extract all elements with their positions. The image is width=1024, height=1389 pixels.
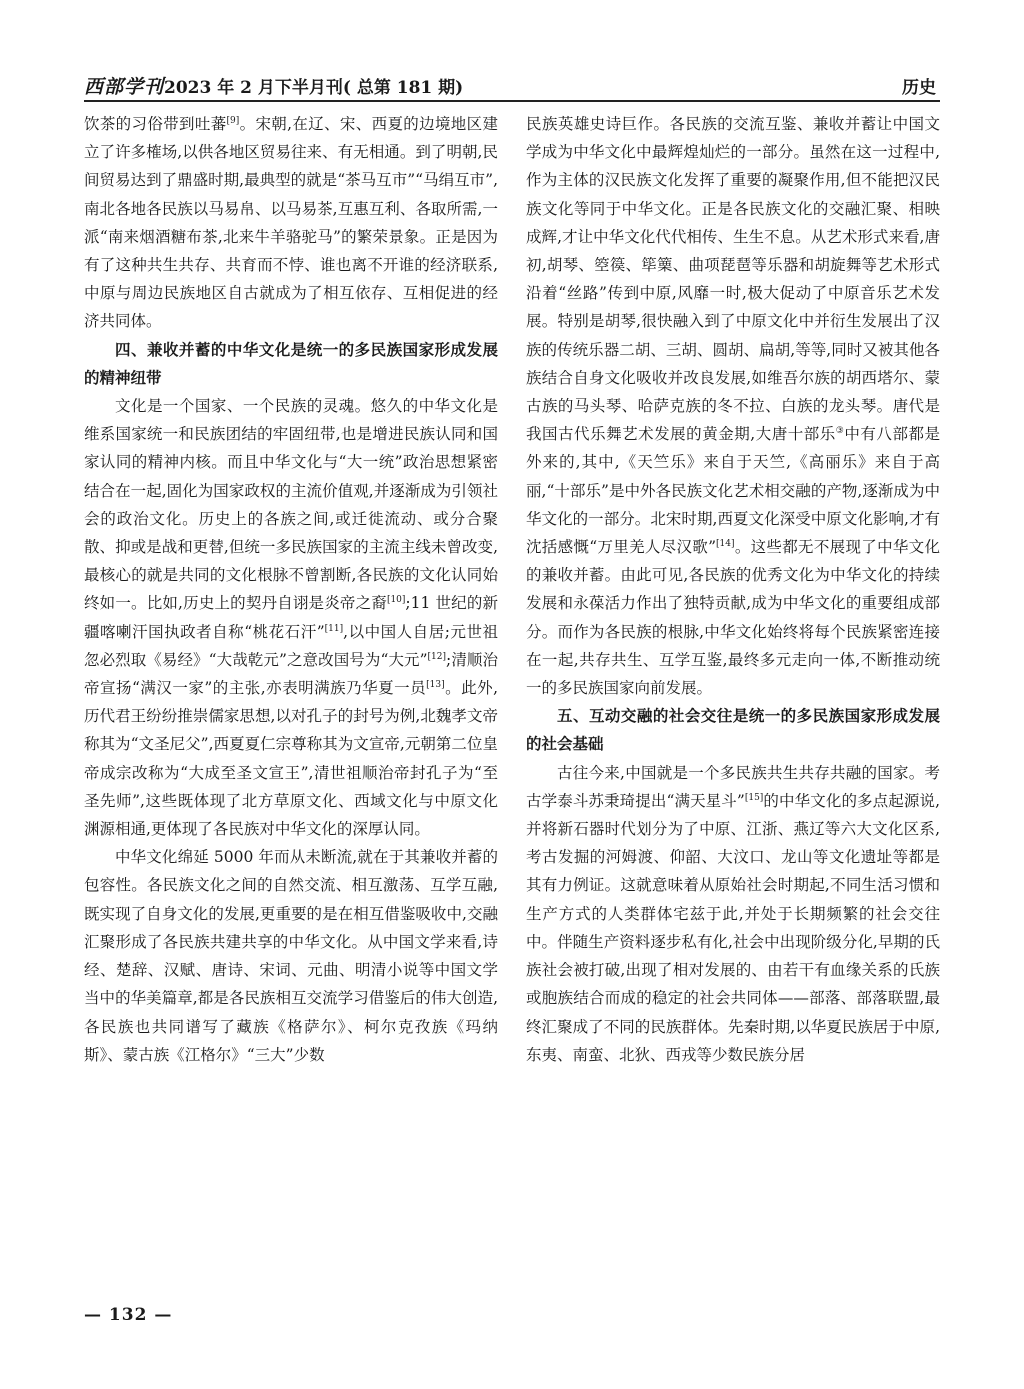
paragraph: 古往今来,中国就是一个多民族共生共存共融的国家。考古学泰斗苏秉琦提出“满天星斗”[15]的中华文化的多点起源说,并将新石器时代划分为了中原、江浙、燕辽等六大文化区系,考古发掘的河姆渡、仰韶、大汶口、龙山等文化遗址等都是其有力例证。这就意味着从原始社会时期起,不同生活习惯和生产方式的人类群体宅兹于此,并处于长期频繁的社会交往中。伴随生产资料逐步私有化,社会中出现阶级分化,早期的氏族社会被打破,出现了相对发展的、由若干有血缘关系的氏族或胞族结合而成的稳定的社会共同体——部落、部落联盟,最终汇聚成了不同的民族群体。先秦时期,以华夏民族居于中原,东夷、南蛮、北狄、西戎等少数民族分居 bbox=[526, 763, 940, 1064]
paragraph: 民族英雄史诗巨作。各民族的交流互鉴、兼收并蓄让中国文学成为中华文化中最辉煌灿烂的一部分。虽然在这一过程中,作为主体的汉民族文化发挥了重要的凝聚作用,但不能把汉民族文化等同于中华文化。正是各民族文化的交融汇聚、相映成辉,才让中华文化代代相传、生生不息。从艺术形式来看,唐初,胡琴、箜篌、筚篥、曲项琵琶等乐器和胡旋舞等艺术形式沿着“丝路”传到中原,风靡一时,极大促动了中原音乐艺术发展。特别是胡琴,很快融入到了中原文化中并衍生发展出了汉族的传统乐器二胡、三胡、圆胡、扁胡,等等,同时又被其他各族结合自身文化吸收并改良发展,如维吾尔族的胡西塔尔、蒙古族的马头琴、哈萨克族的冬不拉、白族的龙头琴。唐代是我国古代乐舞艺术发展的黄金期,大唐十部乐③中有八部都是外来的,其中,《天竺乐》来自于天竺,《高丽乐》来自于高丽,“十部乐”是中外各民族文化艺术相交融的产物,逐渐成为中华文化的一部分。北宋时期,西夏文化深受中原文化影响,才有沈括感慨“万里羌人尽汉歌”[14]。这些都无不展现了中华文化的兼收并蓄。由此可见,各民族的优秀文化为中华文化的持续发展和永葆活力作出了独特贡献,成为中华文化的重要组成部分。而作为各民族的根脉,中华文化始终将每个民族紧密连接在一起,共存共生、互学互鉴,最终多元走向一体,不断推动统一的多民族国家向前发展。 bbox=[526, 115, 940, 698]
section-name: 历史 bbox=[902, 78, 936, 98]
paragraph: 中华文化绵延 5000 年而从未断流,就在于其兼收并蓄的包容性。各民族文化之间的自然交流、相互激荡、互学互融,既实现了自身文化的发展,更重要的是在相互借鉴吸收中,交融汇聚形成了各民族共建共享的中华文化。从中国文学来看,诗经、楚辞、汉赋、唐诗、宋词、元曲、明清小说等中国文学当中的华美篇章,都是各民族相互交流学习借鉴后的伟大创造,各民族也共同谱写了藏族《格萨尔》、柯尔克孜族《玛纳斯》、蒙古族《江格尔》“三大”少数 bbox=[84, 848, 498, 1064]
running-header bbox=[84, 70, 940, 100]
reference-mark[interactable]: [13] bbox=[426, 679, 445, 690]
page-number: — 132 — bbox=[84, 1305, 173, 1325]
issue-info: 2023 年 2 月下半月刊( 总第 181 期) bbox=[164, 78, 464, 98]
section-heading-4: 四、兼收并蓄的中华文化是统一的多民族国家形成发展的精神纽带 bbox=[84, 340, 498, 387]
paragraph: 文化是一个国家、一个民族的灵魂。悠久的中华文化是维系国家统一和民族团结的牢固纽带,也是增进民族认同和国家认同的精神内核。而且中华文化与“大一统”政治思想紧密结合在一起,固化为国家政权的主流价值观,并逐渐成为引领社会的政治文化。历史上的各族之间,或迁徙流动、或分合聚散、抑或是战和更替,但统一多民族国家的主流主线未曾改变,最核心的就是共同的文化根脉不曾割断,各民族的文化认同始终如一。比如,历史上的契丹自诩是炎帝之裔[10];11 世纪的新疆喀喇汗国执政者自称“桃花石汗”[11],以中国人自居;元世祖忽必烈取《易经》“大哉乾元”之意改国号为“大元”[12];清顺治帝宣扬“满汉一家”的主张,亦表明满族乃华夏一员[13]。此外,历代君王纷纷推崇儒家思想,以对孔子的封号为例,北魏孝文帝称其为“文圣尼父”,西夏夏仁宗尊称其为文宣帝,元朝第二位皇帝成宗改称为“大成至圣文宣王”,清世祖顺治帝封孔子为“至圣先师”,这些既体现了北方草原文化、西域文化与中原文化渊源相通,更体现了各民族对中华文化的深厚认同。 bbox=[84, 397, 498, 839]
paragraph: 饮茶的习俗带到吐蕃[9]。宋朝,在辽、宋、西夏的边境地区建立了许多榷场,以供各地区贸易往来、有无相通。到了明朝,民间贸易达到了鼎盛时期,最典型的就是“茶马互市”“马绢互市”,南北各地各民族以马易帛、以马易茶,互惠互利、各取所需,一派“南来烟酒糖布茶,北来牛羊骆驼马”的繁荣景象。正是因为有了这种共生共存、共育而不悖、谁也离不开谁的经济联系,中原与周边民族地区自古就成为了相互依存、互相促进的经济共同体。 bbox=[84, 115, 498, 331]
reference-mark[interactable]: [15] bbox=[744, 792, 764, 803]
footnote-mark[interactable]: ③ bbox=[835, 426, 845, 437]
header-rule bbox=[84, 100, 940, 102]
section-heading-5: 五、互动交融的社会交往是统一的多民族国家形成发展的社会基础 bbox=[526, 707, 940, 754]
reference-mark[interactable]: [12] bbox=[427, 651, 447, 662]
reference-mark[interactable]: [9] bbox=[226, 115, 240, 126]
journal-logo: 西部学刊 bbox=[84, 76, 165, 98]
reference-mark[interactable]: [14] bbox=[716, 538, 735, 549]
reference-mark[interactable]: [11] bbox=[324, 623, 344, 634]
left-column bbox=[84, 110, 498, 1069]
right-column bbox=[526, 110, 940, 1069]
reference-mark[interactable]: [10] bbox=[386, 595, 406, 606]
